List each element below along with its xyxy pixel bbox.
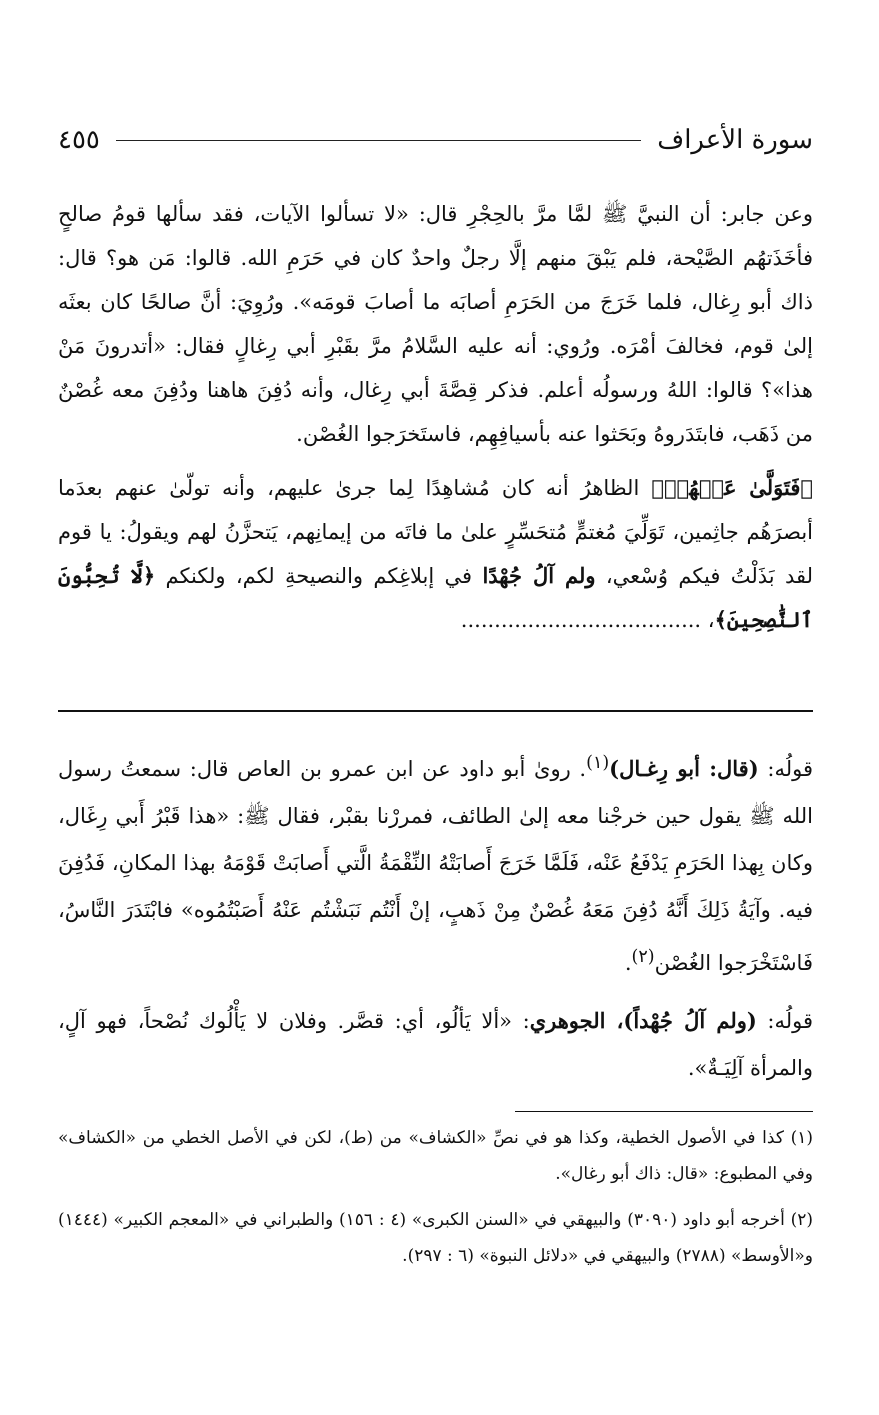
commentary-jahd — [58, 997, 813, 1092]
commentary-heading-2: (ولم آلُ جُهْداً)، الجوهري — [529, 1008, 757, 1033]
quran-quote-tawalla: ﴿فَتَوَلَّىٰ عَنۡهُمۡ﴾ — [651, 475, 813, 500]
quran-quote-nasihin: ﴿لَّا تُحِبُّونَ ٱلنَّٰصِحِينَ﴾ — [58, 563, 813, 632]
footnote-rule — [515, 1111, 813, 1112]
commentary-text: . روىٰ أبو داود عن ابن عمرو بن العاص قال: سمعتُ رسول الله ﷺ يقول حين خرجْنا معه إلىٰ الطائف، فمررْنا بقبْر، فقال ﷺ: «هذا قَبْرُ أَبي رِغَال، وكان بِهذا الحَرَمِ يَدْفَعُ عَنْه، فَلَمَّا خَرَجَ أَصابَتْهُ النِّقْمَةُ الَّتي أَصابَتْ قَوْمَهُ بهذا المكانِ، فَدُفِنَ فيه. وآيَةُ ذَلِكَ أَنَّهُ دُفِنَ مَعَهُ غُصْنٌ مِنْ ذَهبٍ، إنْ أَنْتُم نَبَشْتُم عَنْهُ أَصَبْتُمُوه» فابْتَدَرَ النَّاسُ، فَاسْتَخْرَجوا الغُصْن — [58, 757, 813, 975]
commentary-label-2: قولُه: — [756, 1009, 814, 1033]
footnote-2: (٢) أخرجه أبو داود (٣٠٩٠) والبيهقي في «السنن الكبرى» (٤ : ١٥٦) والطبراني في «المعجم الكبير» (١٤٤٤) و«الأوسط» (٢٧٨٨) والبيهقي في «دلائل النبوة» (٦ : ٢٩٧). — [58, 1210, 813, 1266]
paragraph-tawalla — [58, 466, 813, 642]
paragraph-tawalla-text: الظاهرُ أنه كان مُشاهِدًا لِما جرىٰ عليهم، وأنه تولّىٰ عنهم بعدَما أبصرَهُم جاثِمين، تَوَلِّيَ مُغتمٍّ مُتحَسِّرٍ علىٰ ما فاتَه من إيمانِهم، يَتحزَّنُ لهم ويقولُ: يا قوم لقد بَذَلْتُ فيكم وُسْعي، — [58, 476, 813, 588]
page-number: ٤٥٥ — [58, 125, 100, 155]
header-rule — [116, 140, 641, 141]
surah-title: سورة الأعراف — [657, 125, 813, 155]
commentary — [58, 740, 813, 1102]
commentary-label: قولُه: — [758, 757, 813, 781]
commentary-abu-righal — [58, 740, 813, 987]
footnotes — [58, 1120, 813, 1284]
footnote-1: (١) كذا في الأصول الخطية، وكذا هو في نصِّ «الكشاف» من (ط)، لكن في الأصل الخطي من «الكشاف» وفي المطبوع: «قال: ذاك أبو رغال». — [58, 1128, 813, 1184]
section-divider — [58, 710, 813, 712]
commentary-text-2: : «ألا يَألُو، أي: قصَّر. وفلان لا يَأْلُوك نُصْحاً، فهو آلٍ، والمرأة آلِيَـةٌ». — [58, 1009, 813, 1080]
main-text — [58, 192, 813, 652]
paragraph-tawalla-text-2: في إبلاغِكم والنصيحةِ لكم، ولكنكم — [155, 564, 483, 588]
footnote-ref-1[interactable]: (١) — [586, 753, 610, 773]
phrase-lam-aalu: ولم آلُ جُهْدًا — [482, 563, 596, 588]
commentary-heading: (قال: أبو رِغـال) — [609, 756, 759, 781]
footnote-ref-2[interactable]: (٢) — [631, 947, 655, 967]
page-header — [58, 118, 813, 162]
ellipsis-dots: ، .................................... — [460, 608, 715, 632]
paragraph-jabir: وعن جابر: أن النبيَّ ﷺ لمَّا مرَّ بالحِجْرِ قال: «لا تسألوا الآيات، فقد سألها قومُ صالحٍ فأخَذَتهُم الصَّيْحة، فلم يَبْقَ منهم إلَّا رجلٌ واحدٌ كان في حَرَمِ الله. قالوا: مَن هو؟ قال: ذاك أبو رِغال، فلما خَرَجَ من الحَرَمِ أصابَه ما أصابَ قومَه». ورُوِيَ: أنَّ صالحًا كان بعثَه إلىٰ قوم، فخالفَ أمْرَه. ورُوي: أنه عليه السَّلامُ مرَّ بقَبْرِ أبي رِغالٍ فقال: «أتدرونَ مَنْ هذا»؟ قالوا: اللهُ ورسولُه أعلم. فذكر قِصَّةَ أبي رِغال، وأنه دُفِنَ هاهنا ودُفِنَ معه غُصْنٌ من ذَهَب، فابتَدَروهُ وبَحَثوا عنه بأسيافِهِم، فاستَخرَجوا الغُصْن. — [58, 202, 813, 446]
commentary-end: . — [624, 951, 632, 975]
